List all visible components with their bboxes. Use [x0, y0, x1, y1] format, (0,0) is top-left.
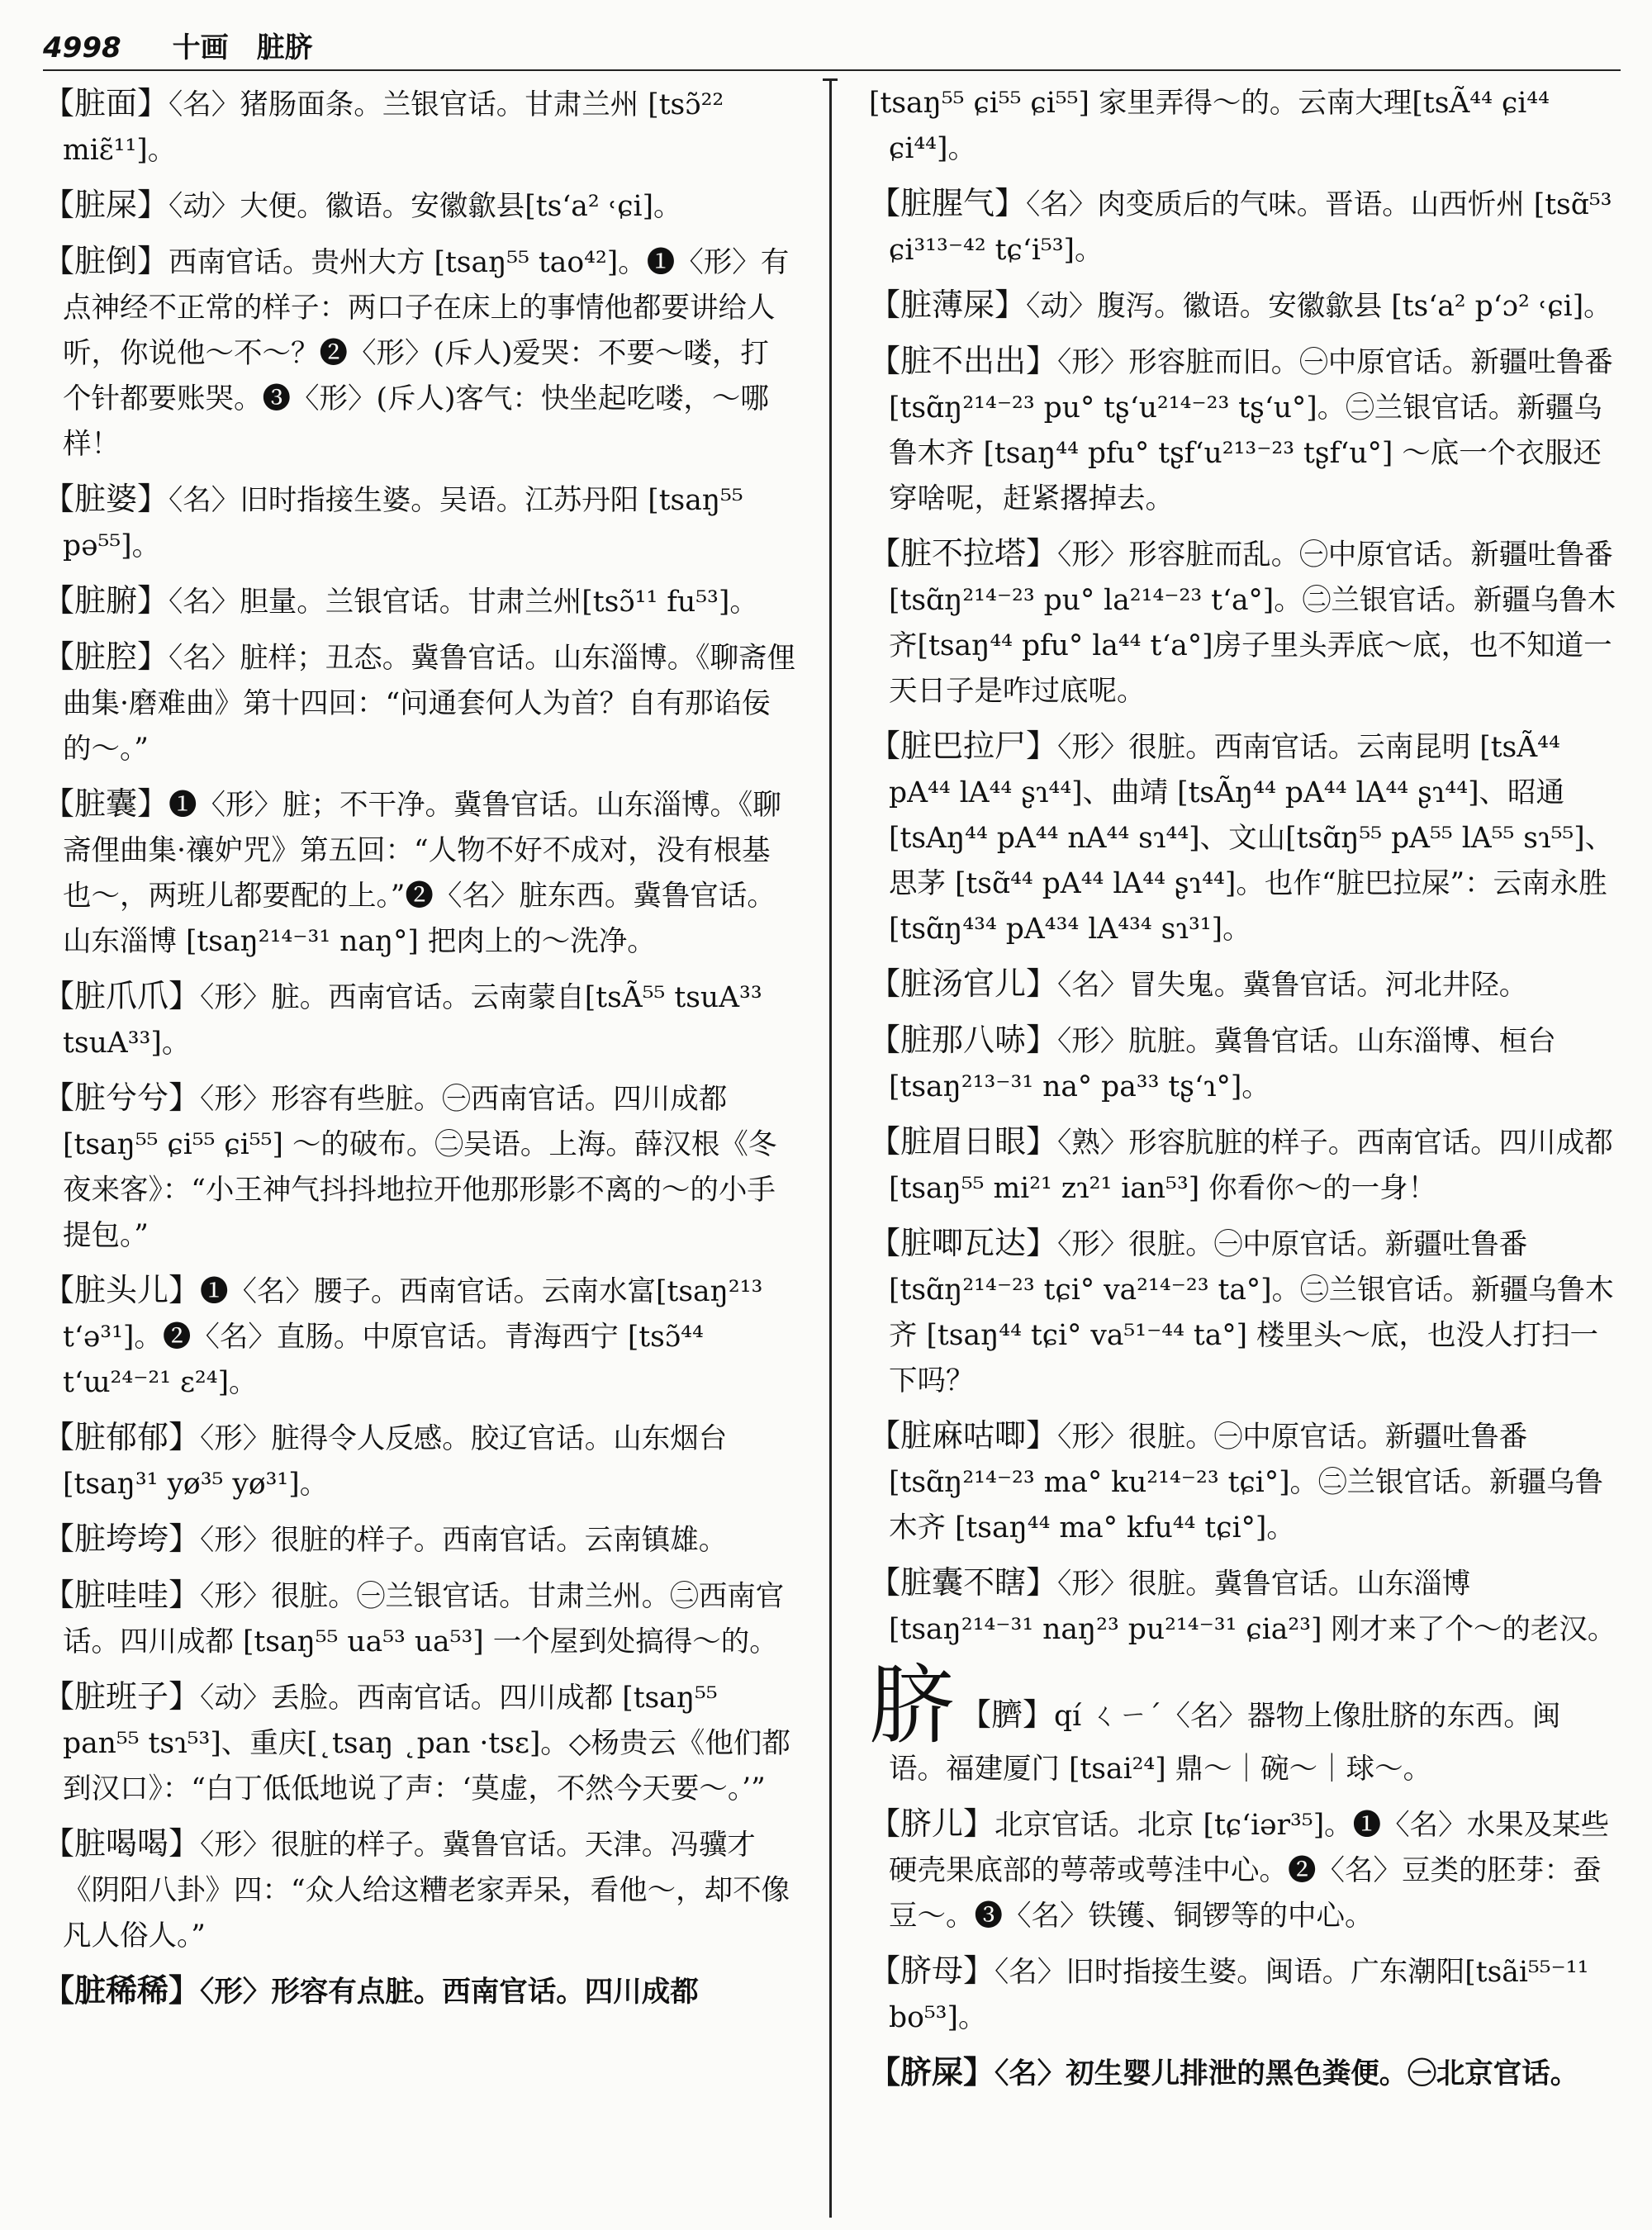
entry-definition: 〈动〉丢脸。西南官话。四川成都 [tsaŋ⁵⁵ pan⁵⁵ tsɿ⁵³]、重庆[˛tsaŋ ˛pan ·tsɛ]。◇杨贵云《他们都到汉口》：“白丁低低地说了声：‘莫虚，不然今天要～。’”: [63, 1682, 790, 1805]
page-number: 4998: [43, 31, 121, 64]
page-header: [43, 25, 313, 71]
entry-headword: 【脏兮兮】: [43, 1079, 201, 1116]
column-divider-tick: [823, 78, 838, 81]
header-rule: [43, 69, 1621, 71]
column-divider: [829, 78, 832, 2218]
entry-definition: 〈名〉胆量。兰银官话。甘肃兰州[tsɔ̃¹¹ fu⁵³]。: [169, 586, 758, 619]
entry-headword: 【脏腑】: [43, 582, 169, 619]
entry-definition: 西南官话。贵州大方 [tsaŋ⁵⁵ tao⁴²]。❶〈形〉有点神经不正常的样子：两口子在床上的事情他都要讲给人听，你说他～不～？❷〈形〉(斥人)爱哭：不要～喽，打个针都要账哭。❸〈形〉(斥人)客气：快坐起吃喽，～哪样！: [63, 246, 790, 461]
entry-headword: 【脏屎】: [43, 187, 169, 223]
entry-headword: 【脏班子】: [43, 1678, 201, 1715]
continuation-text: [tsaŋ⁵⁵ ɕi⁵⁵ ɕi⁵⁵] 家里弄得～的。云南大理[tsÃ⁴⁴ ɕi⁴⁴ ɕi⁴⁴]。: [869, 87, 1550, 165]
dictionary-entry: [43, 1573, 796, 1665]
entry-definition: 〈形〉脏。西南官话。云南蒙自[tsÃ⁵⁵ tsuA³³ tsuA³³]。: [63, 981, 762, 1060]
entry-headword: 【脏汤官儿】: [869, 966, 1058, 1002]
entry-definition: 北京官话。北京 [tɕ‘iər³⁵]。❶〈名〉水果及某些硬壳果底部的萼蒂或萼洼中心。❷〈名〉豆类的胚芽：蚕豆～。❸〈名〉铁镬、铜锣等的中心。: [889, 1809, 1610, 1933]
entry-definition: ❶〈形〉脏；不干净。冀鲁官话。山东淄博。《聊斋俚曲集·禳妒咒》第五回：“人物不好不成对，没有根基也～，两班儿都要配的上。”❷〈名〉脏东西。冀鲁官话。山东淄博 [tsaŋ²¹⁴⁻³¹ naŋ°] 把肉上的～洗净。: [63, 789, 781, 958]
entry-definition: 〈形〉很脏的样子。西南官话。云南镇雄。: [200, 1524, 728, 1557]
dictionary-entry: [869, 1018, 1616, 1110]
entry-definition: 〈名〉初生婴儿排泄的黑色粪便。㊀北京官话。: [995, 2057, 1579, 2090]
entry-definition: 〈熟〉形容肮脏的样子。西南官话。四川成都 [tsaŋ⁵⁵ mi²¹ zɿ²¹ ian⁵³] 你看你～的一身！: [889, 1127, 1613, 1205]
entry-headword: 【脏爪爪】: [43, 978, 201, 1014]
entry-definition: 〈形〉很脏。㊀兰银官话。甘肃兰州。㊁西南官话。四川成都 [tsaŋ⁵⁵ ua⁵³ ua⁵³] 一个屋到处搞得～的。: [63, 1580, 785, 1658]
entry-headword: 【脐儿】: [869, 1805, 995, 1842]
entry-definition: 〈形〉很脏。西南官话。云南昆明 [tsÃ⁴⁴ pA⁴⁴ lA⁴⁴ ʂɿ⁴⁴]、曲靖 [tsÃŋ⁴⁴ pA⁴⁴ lA⁴⁴ ʂɿ⁴⁴]、昭通 [tsAŋ⁴⁴ pA⁴⁴ nA⁴⁴ sɿ⁴⁴]、文山[tsɑ̃ŋ⁵⁵ pA⁵⁵ lA⁵⁵ sɿ⁵⁵]、思茅 [tsɑ̃⁴⁴ pA⁴⁴ lA⁴⁴ ʂɿ⁴⁴]。也作“脏巴拉屎”：云南永胜 [tsɑ̃ŋ⁴³⁴ pA⁴³⁴ lA⁴³⁴ sɿ³¹]。: [889, 731, 1614, 946]
entry-definition: 〈形〉肮脏。冀鲁官话。山东淄博、桓台 [tsaŋ²¹³⁻³¹ na° pa³³ tʂ‘ɿ°]。: [889, 1025, 1556, 1103]
right-column: [869, 81, 1616, 2106]
dictionary-entry: [869, 1801, 1616, 1939]
left-column: [43, 81, 796, 2024]
dictionary-entry: [869, 1948, 1616, 2041]
entry-headword: 【脏哇哇】: [43, 1577, 201, 1613]
entry-headword: 【脏那八哧】: [869, 1022, 1058, 1058]
entry-headword: 【脏薄屎】: [869, 287, 1027, 323]
dictionary-entry: [43, 1821, 796, 1959]
dictionary-entry: [43, 781, 796, 965]
dictionary-entry: [869, 1413, 1616, 1551]
dictionary-entry: [869, 181, 1616, 273]
variant-form: 【臍】: [960, 1696, 1055, 1733]
entry-headword: 【脏婆】: [43, 481, 169, 517]
dictionary-entry: [43, 183, 796, 230]
entry-definition: 〈名〉猪肠面条。兰银官话。甘肃兰州 [tsɔ̃²² miɛ̃¹¹]。: [63, 88, 724, 167]
dictionary-entry: [43, 578, 796, 625]
entry-headword: 【脏垮垮】: [43, 1521, 201, 1557]
dictionary-entry: [869, 1560, 1616, 1653]
dictionary-entry: [869, 961, 1616, 1008]
entry-definition: ❶〈名〉腰子。西南官话。云南水富[tsaŋ²¹³ t‘ə³¹]。❷〈名〉直肠。中原官话。青海西宁 [tsɔ̃⁴⁴ t‘ɯ²⁴⁻²¹ ɛ²⁴]。: [63, 1275, 763, 1399]
entry-continuation: [869, 81, 1616, 172]
entry-headword: 【脏不出出】: [869, 343, 1058, 379]
dictionary-entry-continued: [43, 1968, 796, 2015]
dictionary-entry: [869, 1119, 1616, 1212]
entry-headword: 【脏倒】: [43, 243, 169, 279]
entry-headword: 【脏喝喝】: [43, 1825, 201, 1862]
entry-headword: 【脏巴拉尸】: [869, 728, 1058, 764]
entry-definition: 〈名〉旧时指接生婆。吴语。江苏丹阳 [tsaŋ⁵⁵ pə⁵⁵]。: [63, 484, 743, 562]
entry-headword: 【脏郁郁】: [43, 1419, 201, 1455]
entry-headword: 【脏腔】: [43, 638, 169, 675]
dictionary-entry: [43, 634, 796, 772]
entry-definition: 〈名〉脏样；丑态。冀鲁官话。山东淄博。《聊斋俚曲集·磨难曲》第十四回：“问通套何人为首？自有那谄佞的～。”: [63, 642, 796, 766]
entry-headword: 【脏头儿】: [43, 1272, 201, 1308]
entry-headword: 【脐母】: [869, 1952, 995, 1989]
entry-headword: 【脏唧瓦达】: [869, 1225, 1058, 1261]
entry-definition: 〈名〉旧时指接生婆。闽语。广东潮阳[tsãi⁵⁵⁻¹¹ bo⁵³]。: [889, 1956, 1589, 2034]
dictionary-entry: [43, 81, 796, 173]
dictionary-entry: [869, 531, 1616, 714]
entry-headword: 【脏腥气】: [869, 185, 1027, 221]
dictionary-entry: [869, 339, 1616, 522]
dictionary-entry: [43, 1516, 796, 1563]
dictionary-entry: [869, 282, 1616, 330]
section-title: 十画 脏脐: [172, 31, 313, 64]
entry-headword: 【脏囊】: [43, 785, 169, 822]
dictionary-entry: [43, 1674, 796, 1812]
entry-definition: 〈形〉形容脏而旧。㊀中原官话。新疆吐鲁番 [tsɑ̃ŋ²¹⁴⁻²³ pu° tʂ‘u²¹⁴⁻²³ tʂ‘u°]。㊁兰银官话。新疆乌鲁木齐 [tsaŋ⁴⁴ pfu° tʂf‘u²¹³⁻²³ tʂf‘u°] ～底一个衣服还穿啥呢，赶紧撂掉去。: [889, 346, 1613, 515]
entry-headword: 【脏麻咕唧】: [869, 1417, 1058, 1454]
entry-definition: qí ㄑㄧˊ〈名〉器物上像肚脐的东西。闽语。福建厦门 [tsai²⁴] 鼎～｜碗～｜球～。: [889, 1700, 1561, 1786]
entry-definition: 〈形〉很脏。冀鲁官话。山东淄博 [tsaŋ²¹⁴⁻³¹ naŋ²³ pu²¹⁴⁻³¹ ɕia²³] 刚才来了个～的老汉。: [889, 1568, 1616, 1646]
entry-definition: 〈动〉大便。徽语。安徽歙县[ts‘a² ˓ɕi]。: [169, 190, 682, 223]
entry-headword: 【脐屎】: [869, 2054, 995, 2090]
dictionary-entry: [43, 1268, 796, 1406]
entry-headword: 【脏不拉塔】: [869, 535, 1058, 572]
entry-definition: 〈形〉很脏。㊀中原官话。新疆吐鲁番 [tsɑ̃ŋ²¹⁴⁻²³ tɕi° va²¹⁴⁻²³ ta°]。㊁兰银官话。新疆乌鲁木齐 [tsaŋ⁴⁴ tɕi° va⁵¹⁻⁴⁴ ta°] 楼里头～底，也没人打扫一下吗？: [889, 1228, 1614, 1397]
entry-headword: 【脏囊不瞎】: [869, 1564, 1058, 1601]
entry-definition: 〈动〉腹泻。徽语。安徽歙县 [ts‘a² p‘ɔ² ˓ɕi]。: [1026, 290, 1612, 323]
entry-definition: 〈形〉形容脏而乱。㊀中原官话。新疆吐鲁番[tsɑ̃ŋ²¹⁴⁻²³ pu° la²¹⁴⁻²³ t‘a°]。㊁兰银官话。新疆乌鲁木齐[tsaŋ⁴⁴ pfu° la⁴⁴ t‘a°]房子里头弄底～底，也不知道一天日子是咋过底呢。: [889, 539, 1616, 708]
dictionary-entry: [869, 724, 1616, 952]
entry-definition: 〈名〉冒失鬼。冀鲁官话。河北井陉。: [1057, 969, 1528, 1002]
entry-headword: 【脏面】: [43, 85, 169, 121]
dictionary-entry-continued: [869, 2050, 1616, 2097]
dictionary-entry: [43, 974, 796, 1066]
entry-definition: 〈形〉很脏的样子。冀鲁官话。天津。冯骥才《阴阳八卦》四：“众人给这糟老家弄呆，看他～，却不像凡人俗人。”: [63, 1829, 790, 1952]
head-character: 脐: [869, 1655, 956, 1756]
dictionary-entry: [43, 1415, 796, 1507]
entry-definition: 〈形〉形容有点脏。西南官话。四川成都: [200, 1976, 699, 2009]
dictionary-entry: [43, 1075, 796, 1259]
entry-definition: 〈名〉肉变质后的气味。晋语。山西忻州 [tsɑ̃⁵³ ɕi³¹³⁻⁴² tɕ‘i⁵³]。: [889, 188, 1612, 267]
dictionary-entry: [869, 1221, 1616, 1404]
character-entry: [869, 1655, 1616, 1792]
dictionary-entry: [43, 239, 796, 467]
entry-definition: 〈形〉形容有些脏。㊀西南官话。四川成都 [tsaŋ⁵⁵ ɕi⁵⁵ ɕi⁵⁵] ～的破布。㊁吴语。上海。薛汉根《冬夜来客》：“小王神气抖抖地拉开他那形影不离的～的小手提包。”: [63, 1083, 777, 1252]
dictionary-entry: [43, 477, 796, 569]
entry-definition: 〈形〉很脏。㊀中原官话。新疆吐鲁番 [tsɑ̃ŋ²¹⁴⁻²³ ma° ku²¹⁴⁻²³ tɕi°]。㊁兰银官话。新疆乌鲁木齐 [tsaŋ⁴⁴ ma° kfu⁴⁴ tɕi°]。: [889, 1421, 1604, 1544]
entry-headword: 【脏稀稀】: [43, 1972, 201, 2009]
entry-definition: 〈形〉脏得令人反感。胶辽官话。山东烟台 [tsaŋ³¹ yø³⁵ yø³¹]。: [63, 1422, 728, 1501]
entry-headword: 【脏眉日眼】: [869, 1123, 1058, 1160]
